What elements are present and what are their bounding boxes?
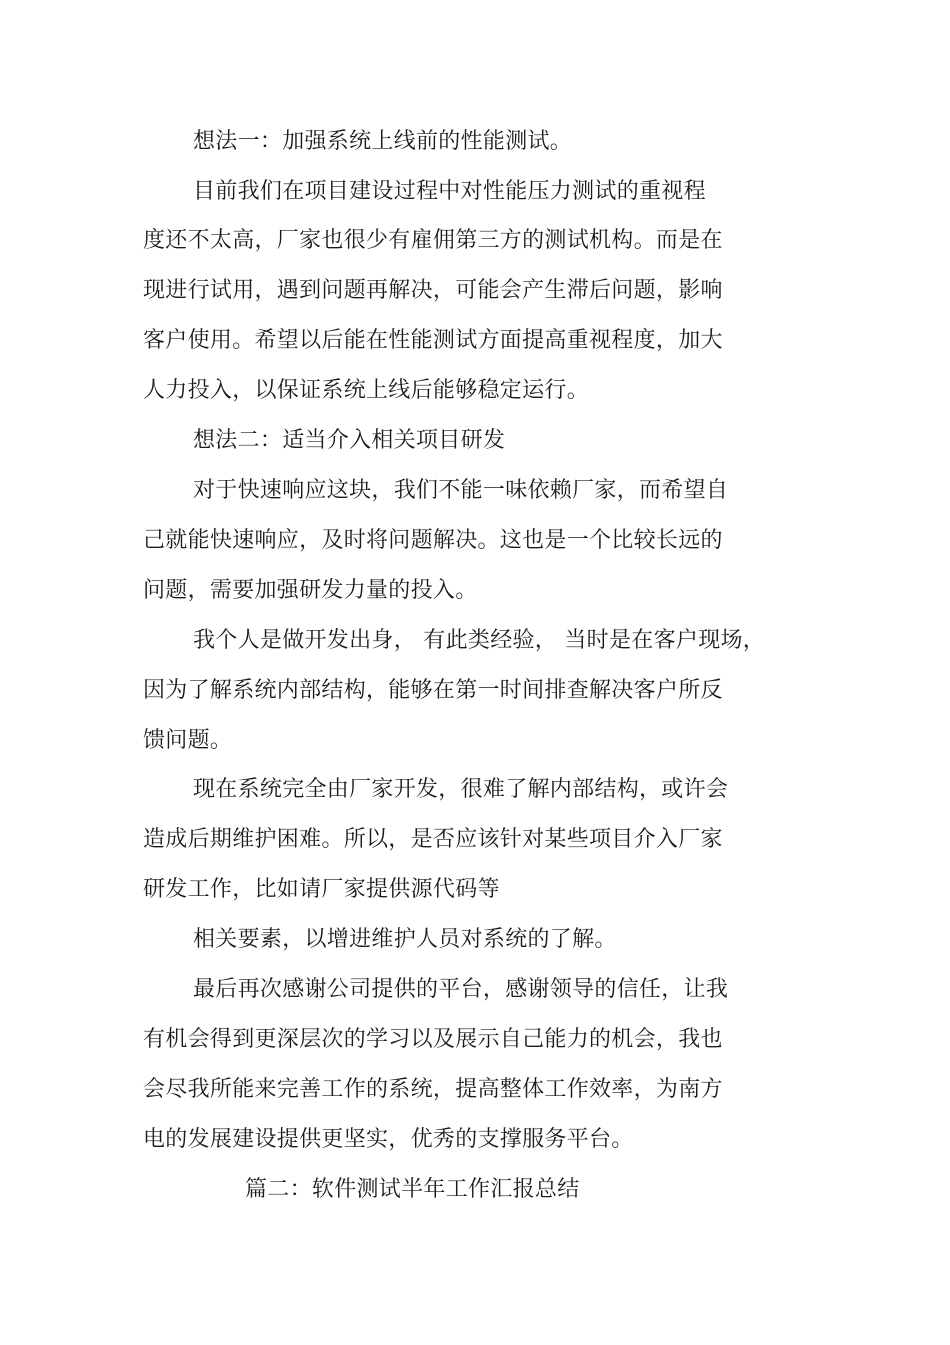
paragraph-line: 馈问题。 [143, 728, 233, 753]
paragraph-line: 会尽我所能来完善工作的系统，提高整体工作效率，为南方 [143, 1077, 723, 1102]
paragraph-line: 对于快速响应这块，我们不能一味依赖厂家，而希望自 [193, 478, 729, 503]
paragraph-line: 因为了解系统内部结构，能够在第一时间排查解决客户所反 [143, 678, 723, 703]
paragraph-line: 现在系统完全由厂家开发，很难了解内部结构，或许会 [193, 777, 729, 802]
paragraph-line: 我个人是做开发出身， 有此类经验， 当时是在客户现场， [193, 628, 766, 653]
paragraph-line: 相关要素，以增进维护人员对系统的了解。 [193, 927, 617, 952]
paragraph-line: 人力投入，以保证系统上线后能够稳定运行。 [143, 378, 590, 403]
heading-idea-one: 想法一：加强系统上线前的性能测试。 [193, 129, 573, 154]
paragraph-line: 客户使用。希望以后能在性能测试方面提高重视程度，加大 [143, 328, 723, 353]
paragraph-line: 目前我们在项目建设过程中对性能压力测试的重视程 [193, 179, 706, 204]
paragraph-line: 度还不太高，厂家也很少有雇佣第三方的测试机构。而是在 [143, 228, 723, 253]
paragraph-line: 电的发展建设提供更坚实，优秀的支撑服务平台。 [143, 1127, 634, 1152]
section-title-part-two: 篇二：软件测试半年工作汇报总结 [245, 1177, 580, 1202]
paragraph-line: 研发工作，比如请厂家提供源代码等 [143, 877, 500, 902]
paragraph-line: 问题，需要加强研发力量的投入。 [143, 578, 478, 603]
paragraph-line: 己就能快速响应，及时将问题解决。这也是一个比较长远的 [143, 528, 723, 553]
paragraph-line: 最后再次感谢公司提供的平台，感谢领导的信任，让我 [193, 977, 729, 1002]
heading-idea-two: 想法二：适当介入相关项目研发 [193, 428, 506, 453]
paragraph-line: 有机会得到更深层次的学习以及展示自己能力的机会，我也 [143, 1027, 723, 1052]
paragraph-line: 造成后期维护困难。所以，是否应该针对某些项目介入厂家 [143, 827, 723, 852]
paragraph-line: 现进行试用，遇到问题再解决，可能会产生滞后问题，影响 [143, 278, 723, 303]
